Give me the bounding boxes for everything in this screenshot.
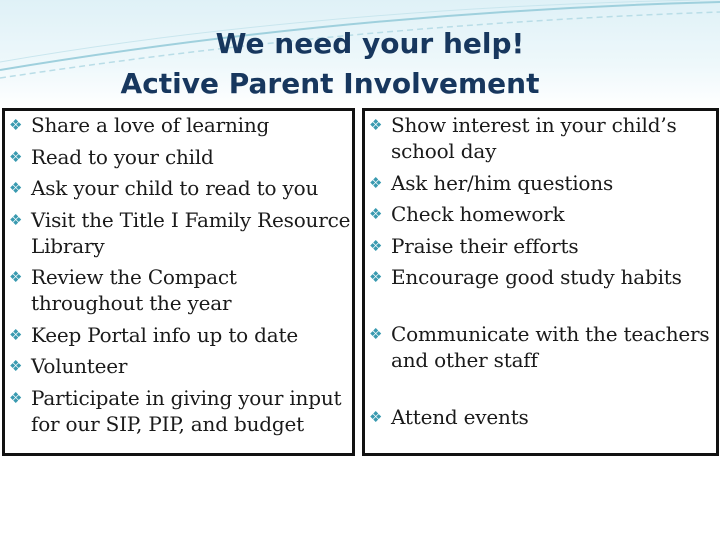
list-item: ❖ Review the Compact throughout the year [9, 265, 237, 315]
list-item: ❖ Check homework [369, 202, 565, 226]
bullet-icon: ❖ [9, 147, 23, 166]
list-item: ❖ Read to your child [9, 144, 214, 169]
list-item: ❖ Visit the Title I Family Resource Library [9, 207, 351, 258]
right-list-box [362, 108, 719, 456]
left-bullet-list [5, 111, 352, 437]
bullet-icon: ❖ [9, 179, 23, 197]
list-item: ❖ Ask your child to read to you [9, 176, 319, 200]
title-line-1: We need your help! [215, 27, 525, 60]
bullet-icon: ❖ [369, 268, 383, 286]
bullet-icon: ❖ [9, 388, 23, 407]
list-item: ❖ Ask her/him questions [369, 170, 614, 195]
bullet-icon: ❖ [9, 268, 23, 286]
list-item: ❖ Encourage good study habits [369, 265, 682, 289]
bullet-icon: ❖ [369, 173, 383, 192]
list-item: ❖ Attend events [369, 405, 529, 429]
list-item: ❖ Share a love of learning [9, 113, 270, 137]
left-list-box [2, 108, 355, 456]
bullet-icon: ❖ [9, 325, 23, 344]
right-bullet-list [365, 111, 716, 430]
list-item: ❖ Volunteer [9, 354, 128, 378]
list-item: ❖ Communicate with the teachers and other staff [369, 322, 710, 372]
bullet-icon: ❖ [9, 116, 23, 134]
list-item: ❖ Participate in giving your input for our SIP, PIP, and budget [9, 385, 342, 436]
slide-title [0, 24, 720, 104]
bullet-icon: ❖ [9, 357, 23, 375]
bullet-icon: ❖ [9, 210, 23, 229]
bullet-icon: ❖ [369, 325, 383, 343]
list-item: ❖ Praise their efforts [369, 233, 579, 258]
bullet-icon: ❖ [369, 236, 383, 255]
list-item: ❖ Keep Portal info up to date [9, 322, 298, 347]
bullet-icon: ❖ [369, 116, 383, 134]
title-line-2: Active Parent Involvement [120, 67, 540, 100]
bullet-icon: ❖ [369, 205, 383, 223]
bullet-icon: ❖ [369, 408, 383, 426]
list-item: ❖ Show interest in your child’s school day [369, 113, 677, 163]
